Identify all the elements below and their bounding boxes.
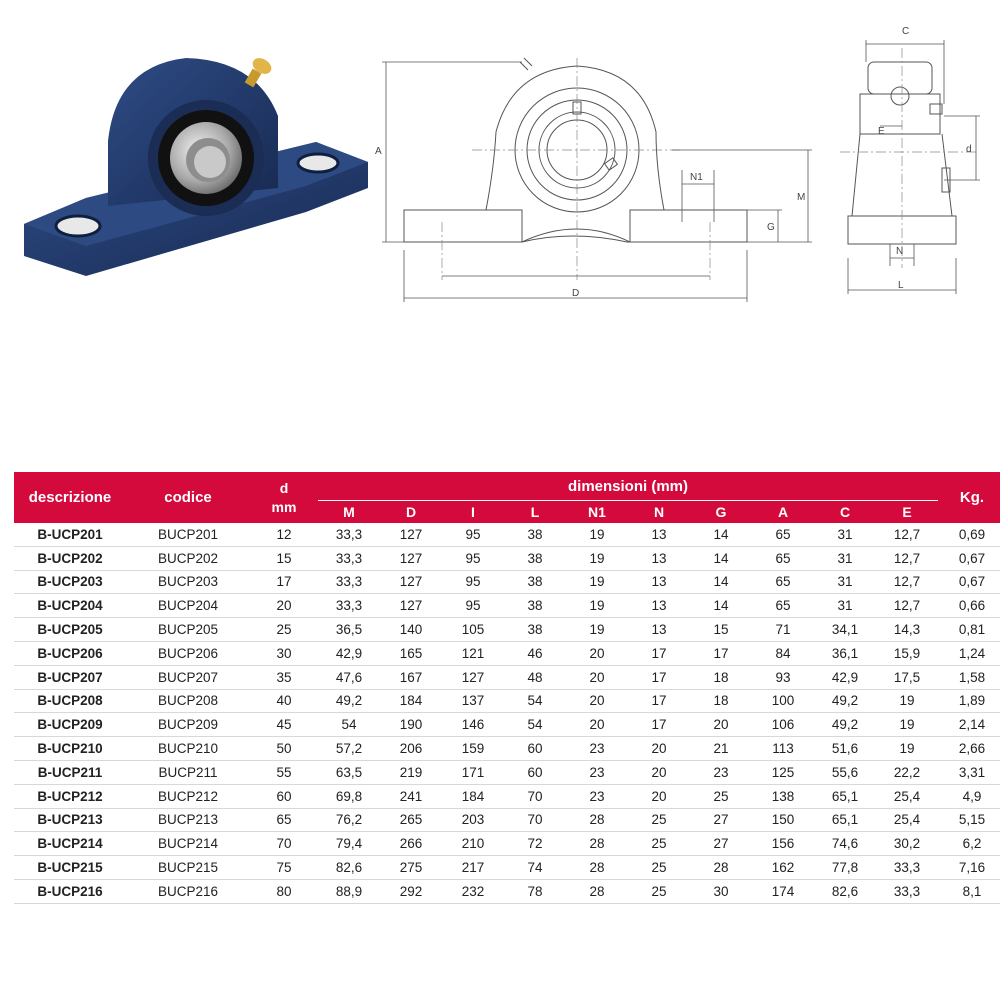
cell-value: 171 bbox=[442, 760, 504, 784]
cell-value: 57,2 bbox=[318, 737, 380, 761]
cell-value: 12,7 bbox=[876, 570, 938, 594]
cell-codice: BUCP209 bbox=[126, 713, 250, 737]
table-row bbox=[14, 523, 1000, 546]
cell-value: 95 bbox=[442, 570, 504, 594]
cell-value: 20 bbox=[566, 713, 628, 737]
cell-value: 65 bbox=[250, 808, 318, 832]
cell-value: 60 bbox=[250, 784, 318, 808]
cell-value: 30 bbox=[250, 641, 318, 665]
cell-value: 137 bbox=[442, 689, 504, 713]
cell-value: 127 bbox=[380, 523, 442, 546]
cell-value: 14 bbox=[690, 546, 752, 570]
cell-value: 30 bbox=[690, 879, 752, 903]
cell-value: 14,3 bbox=[876, 618, 938, 642]
cell-value: 70 bbox=[250, 832, 318, 856]
cell-value: 21 bbox=[690, 737, 752, 761]
cell-value: 31 bbox=[814, 546, 876, 570]
cell-value: 0,67 bbox=[938, 570, 1000, 594]
table-row bbox=[14, 665, 1000, 689]
cell-descrizione: B-UCP207 bbox=[14, 665, 126, 689]
cell-value: 2,66 bbox=[938, 737, 1000, 761]
cell-value: 35 bbox=[250, 665, 318, 689]
cell-codice: BUCP216 bbox=[126, 879, 250, 903]
cell-value: 49,2 bbox=[318, 689, 380, 713]
dim-label-m: M bbox=[797, 192, 806, 203]
header-dim-col: E bbox=[876, 501, 938, 524]
cell-value: 17 bbox=[690, 641, 752, 665]
cell-descrizione: B-UCP205 bbox=[14, 618, 126, 642]
cell-value: 38 bbox=[504, 594, 566, 618]
cell-descrizione: B-UCP202 bbox=[14, 546, 126, 570]
header-dimensioni: dimensioni (mm) bbox=[318, 472, 938, 501]
cell-value: 27 bbox=[690, 832, 752, 856]
header-mm-label: mm bbox=[271, 498, 297, 515]
cell-value: 150 bbox=[752, 808, 814, 832]
cell-value: 25 bbox=[690, 784, 752, 808]
cell-value: 13 bbox=[628, 570, 690, 594]
cell-value: 42,9 bbox=[814, 665, 876, 689]
cell-value: 71 bbox=[752, 618, 814, 642]
cell-value: 77,8 bbox=[814, 856, 876, 880]
cell-descrizione: B-UCP216 bbox=[14, 879, 126, 903]
table-row bbox=[14, 689, 1000, 713]
cell-descrizione: B-UCP213 bbox=[14, 808, 126, 832]
cell-codice: BUCP212 bbox=[126, 784, 250, 808]
cell-value: 78 bbox=[504, 879, 566, 903]
cell-value: 125 bbox=[752, 760, 814, 784]
cell-value: 127 bbox=[442, 665, 504, 689]
cell-value: 54 bbox=[318, 713, 380, 737]
cell-descrizione: B-UCP212 bbox=[14, 784, 126, 808]
cell-value: 27 bbox=[690, 808, 752, 832]
cell-value: 275 bbox=[380, 856, 442, 880]
cell-value: 265 bbox=[380, 808, 442, 832]
cell-value: 219 bbox=[380, 760, 442, 784]
cell-value: 65,1 bbox=[814, 808, 876, 832]
cell-value: 31 bbox=[814, 570, 876, 594]
cell-value: 17,5 bbox=[876, 665, 938, 689]
dim-label-a: A bbox=[375, 146, 382, 157]
cell-value: 12,7 bbox=[876, 546, 938, 570]
header-dim-col: C bbox=[814, 501, 876, 524]
table-row bbox=[14, 808, 1000, 832]
header-dim-col: G bbox=[690, 501, 752, 524]
cell-value: 17 bbox=[250, 570, 318, 594]
header-dim-col: D bbox=[380, 501, 442, 524]
cell-value: 8,1 bbox=[938, 879, 1000, 903]
cell-value: 46 bbox=[504, 641, 566, 665]
cell-value: 33,3 bbox=[318, 570, 380, 594]
dim-label-n: N bbox=[896, 246, 904, 257]
cell-value: 13 bbox=[628, 546, 690, 570]
cell-value: 23 bbox=[566, 760, 628, 784]
cell-value: 0,66 bbox=[938, 594, 1000, 618]
cell-value: 113 bbox=[752, 737, 814, 761]
cell-value: 105 bbox=[442, 618, 504, 642]
cell-value: 19 bbox=[566, 618, 628, 642]
table-row bbox=[14, 832, 1000, 856]
cell-codice: BUCP213 bbox=[126, 808, 250, 832]
cell-value: 38 bbox=[504, 546, 566, 570]
cell-value: 48 bbox=[504, 665, 566, 689]
front-view-drawing bbox=[372, 50, 822, 308]
cell-value: 51,6 bbox=[814, 737, 876, 761]
cell-value: 20 bbox=[628, 737, 690, 761]
cell-value: 95 bbox=[442, 594, 504, 618]
cell-value: 70 bbox=[504, 808, 566, 832]
cell-codice: BUCP214 bbox=[126, 832, 250, 856]
cell-descrizione: B-UCP211 bbox=[14, 760, 126, 784]
cell-value: 23 bbox=[566, 737, 628, 761]
cell-value: 63,5 bbox=[318, 760, 380, 784]
cell-codice: BUCP211 bbox=[126, 760, 250, 784]
table-row bbox=[14, 879, 1000, 903]
cell-value: 25 bbox=[250, 618, 318, 642]
cell-value: 23 bbox=[690, 760, 752, 784]
cell-value: 28 bbox=[566, 879, 628, 903]
header-dim-col: L bbox=[504, 501, 566, 524]
cell-value: 138 bbox=[752, 784, 814, 808]
dim-label-e: E bbox=[878, 126, 885, 137]
dim-label-l: L bbox=[898, 280, 904, 291]
cell-codice: BUCP215 bbox=[126, 856, 250, 880]
cell-value: 162 bbox=[752, 856, 814, 880]
cell-value: 55 bbox=[250, 760, 318, 784]
cell-value: 12,7 bbox=[876, 594, 938, 618]
cell-value: 23 bbox=[566, 784, 628, 808]
cell-value: 14 bbox=[690, 570, 752, 594]
cell-value: 60 bbox=[504, 737, 566, 761]
cell-value: 17 bbox=[628, 665, 690, 689]
cell-value: 65,1 bbox=[814, 784, 876, 808]
cell-value: 18 bbox=[690, 689, 752, 713]
cell-value: 5,15 bbox=[938, 808, 1000, 832]
cell-value: 156 bbox=[752, 832, 814, 856]
dim-label-c: C bbox=[902, 26, 910, 37]
header-descrizione: descrizione bbox=[14, 472, 126, 523]
cell-value: 74 bbox=[504, 856, 566, 880]
cell-value: 20 bbox=[628, 784, 690, 808]
cell-value: 17 bbox=[628, 713, 690, 737]
header-dim-col: A bbox=[752, 501, 814, 524]
cell-value: 50 bbox=[250, 737, 318, 761]
cell-value: 15 bbox=[250, 546, 318, 570]
cell-value: 100 bbox=[752, 689, 814, 713]
cell-value: 33,3 bbox=[318, 523, 380, 546]
table-row bbox=[14, 594, 1000, 618]
cell-value: 206 bbox=[380, 737, 442, 761]
cell-value: 15 bbox=[690, 618, 752, 642]
cell-value: 127 bbox=[380, 570, 442, 594]
cell-value: 159 bbox=[442, 737, 504, 761]
cell-value: 12 bbox=[250, 523, 318, 546]
cell-value: 13 bbox=[628, 594, 690, 618]
cell-codice: BUCP210 bbox=[126, 737, 250, 761]
cell-codice: BUCP207 bbox=[126, 665, 250, 689]
cell-value: 20 bbox=[250, 594, 318, 618]
cell-value: 25 bbox=[628, 832, 690, 856]
cell-value: 79,4 bbox=[318, 832, 380, 856]
cell-value: 2,14 bbox=[938, 713, 1000, 737]
cell-value: 266 bbox=[380, 832, 442, 856]
cell-value: 20 bbox=[566, 665, 628, 689]
cell-value: 203 bbox=[442, 808, 504, 832]
cell-value: 95 bbox=[442, 546, 504, 570]
table-row bbox=[14, 546, 1000, 570]
header-codice: codice bbox=[126, 472, 250, 523]
cell-value: 1,58 bbox=[938, 665, 1000, 689]
cell-value: 165 bbox=[380, 641, 442, 665]
table-body bbox=[14, 523, 1000, 903]
cell-value: 127 bbox=[380, 594, 442, 618]
cell-value: 19 bbox=[566, 523, 628, 546]
dim-label-g: G bbox=[767, 222, 775, 233]
cell-descrizione: B-UCP210 bbox=[14, 737, 126, 761]
cell-codice: BUCP204 bbox=[126, 594, 250, 618]
cell-value: 292 bbox=[380, 879, 442, 903]
cell-value: 19 bbox=[876, 689, 938, 713]
cell-value: 19 bbox=[566, 594, 628, 618]
table-row bbox=[14, 737, 1000, 761]
cell-value: 84 bbox=[752, 641, 814, 665]
cell-value: 36,5 bbox=[318, 618, 380, 642]
cell-descrizione: B-UCP209 bbox=[14, 713, 126, 737]
cell-value: 232 bbox=[442, 879, 504, 903]
cell-descrizione: B-UCP208 bbox=[14, 689, 126, 713]
cell-value: 19 bbox=[566, 570, 628, 594]
cell-value: 49,2 bbox=[814, 689, 876, 713]
cell-value: 42,9 bbox=[318, 641, 380, 665]
cell-value: 31 bbox=[814, 594, 876, 618]
cell-descrizione: B-UCP203 bbox=[14, 570, 126, 594]
table-row bbox=[14, 784, 1000, 808]
cell-value: 76,2 bbox=[318, 808, 380, 832]
table-row bbox=[14, 618, 1000, 642]
cell-value: 0,69 bbox=[938, 523, 1000, 546]
cell-value: 184 bbox=[380, 689, 442, 713]
cell-value: 33,3 bbox=[318, 594, 380, 618]
table-row bbox=[14, 760, 1000, 784]
cell-descrizione: B-UCP204 bbox=[14, 594, 126, 618]
cell-value: 14 bbox=[690, 523, 752, 546]
cell-value: 38 bbox=[504, 570, 566, 594]
cell-value: 22,2 bbox=[876, 760, 938, 784]
cell-value: 174 bbox=[752, 879, 814, 903]
cell-value: 28 bbox=[566, 808, 628, 832]
cell-value: 72 bbox=[504, 832, 566, 856]
cell-value: 127 bbox=[380, 546, 442, 570]
cell-value: 13 bbox=[628, 523, 690, 546]
cell-value: 28 bbox=[566, 856, 628, 880]
table-row bbox=[14, 641, 1000, 665]
cell-codice: BUCP205 bbox=[126, 618, 250, 642]
cell-value: 190 bbox=[380, 713, 442, 737]
side-view-drawing bbox=[830, 18, 986, 298]
cell-value: 13 bbox=[628, 618, 690, 642]
cell-value: 25 bbox=[628, 808, 690, 832]
cell-value: 95 bbox=[442, 523, 504, 546]
cell-value: 54 bbox=[504, 713, 566, 737]
cell-value: 55,6 bbox=[814, 760, 876, 784]
cell-codice: BUCP206 bbox=[126, 641, 250, 665]
cell-value: 65 bbox=[752, 570, 814, 594]
cell-value: 14 bbox=[690, 594, 752, 618]
cell-value: 25,4 bbox=[876, 784, 938, 808]
cell-value: 47,6 bbox=[318, 665, 380, 689]
cell-value: 20 bbox=[690, 713, 752, 737]
cell-value: 19 bbox=[876, 737, 938, 761]
cell-value: 217 bbox=[442, 856, 504, 880]
header-d-mm bbox=[250, 472, 318, 523]
cell-value: 15,9 bbox=[876, 641, 938, 665]
cell-value: 25 bbox=[628, 879, 690, 903]
cell-value: 19 bbox=[566, 546, 628, 570]
cell-value: 18 bbox=[690, 665, 752, 689]
cell-value: 65 bbox=[752, 546, 814, 570]
cell-value: 140 bbox=[380, 618, 442, 642]
cell-value: 30,2 bbox=[876, 832, 938, 856]
cell-value: 34,1 bbox=[814, 618, 876, 642]
cell-value: 31 bbox=[814, 523, 876, 546]
cell-value: 19 bbox=[876, 713, 938, 737]
cell-value: 146 bbox=[442, 713, 504, 737]
cell-value: 88,9 bbox=[318, 879, 380, 903]
cell-value: 241 bbox=[380, 784, 442, 808]
cell-value: 6,2 bbox=[938, 832, 1000, 856]
header-dim-col: N bbox=[628, 501, 690, 524]
cell-descrizione: B-UCP206 bbox=[14, 641, 126, 665]
cell-value: 80 bbox=[250, 879, 318, 903]
cell-value: 4,9 bbox=[938, 784, 1000, 808]
cell-value: 65 bbox=[752, 594, 814, 618]
cell-codice: BUCP208 bbox=[126, 689, 250, 713]
cell-value: 40 bbox=[250, 689, 318, 713]
cell-value: 12,7 bbox=[876, 523, 938, 546]
cell-value: 20 bbox=[566, 689, 628, 713]
cell-value: 60 bbox=[504, 760, 566, 784]
cell-value: 25 bbox=[628, 856, 690, 880]
cell-value: 1,24 bbox=[938, 641, 1000, 665]
cell-value: 210 bbox=[442, 832, 504, 856]
cell-value: 3,31 bbox=[938, 760, 1000, 784]
header-kg: Kg. bbox=[938, 472, 1000, 523]
cell-value: 54 bbox=[504, 689, 566, 713]
cell-value: 17 bbox=[628, 689, 690, 713]
cell-value: 121 bbox=[442, 641, 504, 665]
cell-value: 33,3 bbox=[876, 856, 938, 880]
cell-codice: BUCP203 bbox=[126, 570, 250, 594]
cell-codice: BUCP201 bbox=[126, 523, 250, 546]
dim-label-d: D bbox=[572, 288, 580, 299]
cell-value: 75 bbox=[250, 856, 318, 880]
cell-value: 74,6 bbox=[814, 832, 876, 856]
cell-value: 28 bbox=[566, 832, 628, 856]
cell-value: 45 bbox=[250, 713, 318, 737]
cell-value: 0,81 bbox=[938, 618, 1000, 642]
header-dim-col: M bbox=[318, 501, 380, 524]
cell-value: 20 bbox=[628, 760, 690, 784]
header-dim-col: N1 bbox=[566, 501, 628, 524]
cell-value: 184 bbox=[442, 784, 504, 808]
dim-label-n1: N1 bbox=[690, 172, 703, 183]
cell-value: 36,1 bbox=[814, 641, 876, 665]
cell-value: 28 bbox=[690, 856, 752, 880]
cell-value: 93 bbox=[752, 665, 814, 689]
cell-value: 38 bbox=[504, 618, 566, 642]
cell-value: 33,3 bbox=[876, 879, 938, 903]
dim-label-small-d: d bbox=[966, 144, 972, 155]
cell-value: 25,4 bbox=[876, 808, 938, 832]
cell-descrizione: B-UCP214 bbox=[14, 832, 126, 856]
cell-value: 82,6 bbox=[814, 879, 876, 903]
header-dim-col: I bbox=[442, 501, 504, 524]
pillow-block-bearing-photo bbox=[16, 46, 376, 286]
cell-value: 65 bbox=[752, 523, 814, 546]
dimensions-table bbox=[14, 472, 1000, 904]
cell-value: 7,16 bbox=[938, 856, 1000, 880]
cell-value: 0,67 bbox=[938, 546, 1000, 570]
header-d-label: d bbox=[279, 479, 289, 496]
cell-value: 49,2 bbox=[814, 713, 876, 737]
cell-value: 69,8 bbox=[318, 784, 380, 808]
cell-value: 38 bbox=[504, 523, 566, 546]
cell-value: 106 bbox=[752, 713, 814, 737]
cell-value: 82,6 bbox=[318, 856, 380, 880]
cell-value: 167 bbox=[380, 665, 442, 689]
cell-value: 33,3 bbox=[318, 546, 380, 570]
cell-descrizione: B-UCP215 bbox=[14, 856, 126, 880]
table-row bbox=[14, 570, 1000, 594]
cell-value: 1,89 bbox=[938, 689, 1000, 713]
cell-codice: BUCP202 bbox=[126, 546, 250, 570]
cell-value: 70 bbox=[504, 784, 566, 808]
table-row bbox=[14, 713, 1000, 737]
cell-value: 17 bbox=[628, 641, 690, 665]
cell-descrizione: B-UCP201 bbox=[14, 523, 126, 546]
table-row bbox=[14, 856, 1000, 880]
cell-value: 20 bbox=[566, 641, 628, 665]
